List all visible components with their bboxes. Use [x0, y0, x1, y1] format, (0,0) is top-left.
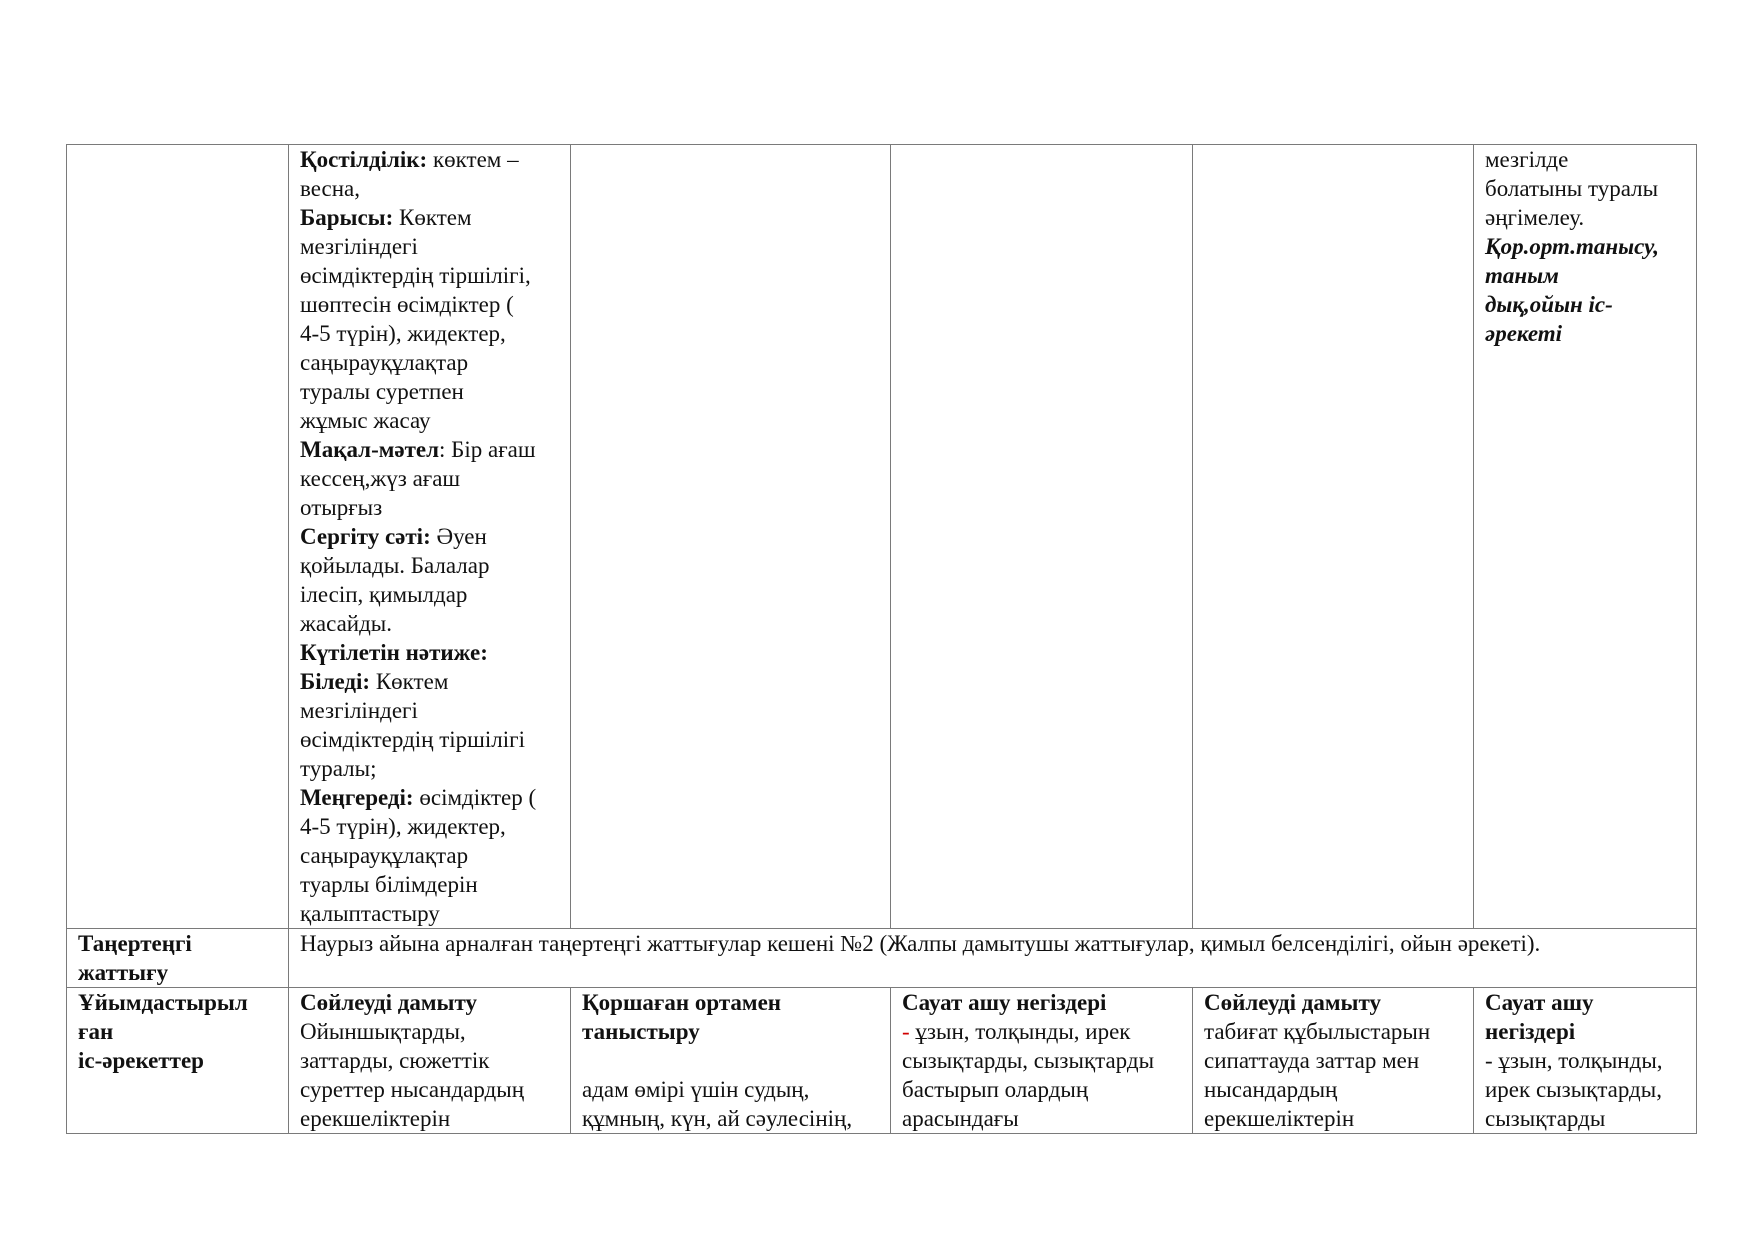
- line-text: саңырауқұлақтар: [300, 350, 469, 375]
- row-label-cell: [67, 988, 289, 1134]
- line-text: әңгімелеу.: [1485, 205, 1585, 230]
- cell-text-line: [300, 725, 560, 754]
- row-label-cell: [67, 929, 289, 988]
- line-text: мезгілде: [1485, 147, 1569, 172]
- bold-term: Мақал-мәтел: [300, 437, 440, 462]
- cell-text-line: [300, 145, 560, 174]
- line-text: Көктем: [393, 205, 472, 230]
- activity-description-cell: [289, 145, 571, 929]
- bold-term: Сергіту сәті:: [300, 524, 431, 549]
- cell-text-line: [902, 1046, 1182, 1075]
- plan-table: [66, 144, 1697, 1134]
- cell-text-line: [300, 348, 560, 377]
- cell-text-line: [902, 1075, 1182, 1104]
- bold-term: Қоршаған ортамен: [582, 990, 782, 1015]
- line-text: 4-5 түрін), жидектер,: [300, 814, 506, 839]
- table-row-activity-continuation: [67, 145, 1697, 929]
- cell-text-line: [1485, 174, 1686, 203]
- cell-text-line: [300, 899, 560, 928]
- line-text: құмның, күн, ай сәулесінің,: [582, 1106, 853, 1131]
- line-text: туралы суретпен: [300, 379, 464, 404]
- cell-text-line: [1485, 203, 1686, 232]
- cell-text-line: [582, 1046, 880, 1075]
- line-text: мезгіліндегі: [300, 698, 418, 723]
- line-text: заттарды, сюжеттік: [300, 1048, 490, 1073]
- line-text: болатыны туралы: [1485, 176, 1659, 201]
- line-text: ілесіп, қимылдар: [300, 582, 468, 607]
- line-text: табиғат құбылыстарын: [1204, 1019, 1431, 1044]
- line-text: қойылады. Балалар: [300, 553, 490, 578]
- literacy-cell: [891, 988, 1193, 1134]
- line-text: арасындағы: [902, 1106, 1019, 1131]
- line-text: мезгіліндегі: [300, 234, 418, 259]
- bold-term: Барысы:: [300, 205, 394, 230]
- cell-text-line: [300, 232, 560, 261]
- cell-text-line: [300, 812, 560, 841]
- line-text: қалыптастыру: [300, 901, 440, 926]
- line-text: өсімдіктердің тіршілігі,: [300, 263, 531, 288]
- cell-text-line: [300, 1046, 560, 1075]
- line-text: шөптесін өсімдіктер (: [300, 292, 514, 317]
- cell-text-line: [78, 1046, 278, 1075]
- line-text: көктем –: [427, 147, 519, 172]
- cell-text-line: [300, 522, 560, 551]
- cell-text-line: [1204, 1075, 1463, 1104]
- cell-text-line: [902, 1104, 1182, 1133]
- bold-italic-text: таным: [1485, 263, 1559, 288]
- cell-text-line: [582, 988, 880, 1017]
- line-text: өсімдіктер (: [413, 785, 537, 810]
- cell-text-line: [300, 319, 560, 348]
- cell-text-line: [300, 1075, 560, 1104]
- empty-cell: [571, 145, 891, 929]
- bold-term: Меңгереді:: [300, 785, 414, 810]
- cell-text-line: [1485, 319, 1686, 348]
- cell-text-line: [902, 988, 1182, 1017]
- line-text: Ұйымдастырыл: [78, 990, 248, 1015]
- cell-text-line: [1485, 988, 1686, 1017]
- line-text: весна,: [300, 176, 360, 201]
- empty-cell: [1193, 145, 1474, 929]
- line-text: [488, 640, 494, 665]
- cell-text-line: [1204, 988, 1463, 1017]
- cell-text-line: [300, 290, 560, 319]
- morning-exercise-text: Наурыз айына арналған таңертеңгі жаттығулар кешені №2 (Жалпы дамытушы жаттығулар, қимыл белсенділігі, ойын әрекеті).: [300, 931, 1541, 956]
- line-text: жұмыс жасау: [300, 408, 431, 433]
- line-text: Әуен: [430, 524, 487, 549]
- cell-text-line: [300, 841, 560, 870]
- line-text: [582, 1048, 588, 1073]
- bold-term: Сөйлеуді дамыту: [300, 990, 477, 1015]
- line-text: ған: [78, 1019, 114, 1044]
- cell-text-line: [300, 870, 560, 899]
- cell-text-line: [1485, 232, 1686, 261]
- red-dash: -: [902, 1019, 910, 1044]
- cell-text-line: [1485, 145, 1686, 174]
- cell-text-line: [300, 1017, 560, 1046]
- cell-text-line: [78, 1017, 278, 1046]
- cell-text-line: [582, 1017, 880, 1046]
- bold-term: таныстыру: [582, 1019, 700, 1044]
- line-text: кессең,жүз ағаш: [300, 466, 461, 491]
- line-text: сызықтарды: [1485, 1106, 1606, 1131]
- bold-term: Біледі:: [300, 669, 371, 694]
- cell-text-line: [300, 435, 560, 464]
- line-text: 4-5 түрін), жидектер,: [300, 321, 506, 346]
- cell-text-line: [902, 1017, 1182, 1046]
- cell-text-line: [300, 988, 560, 1017]
- cell-text-line: [1485, 261, 1686, 290]
- bold-italic-text: әрекеті: [1485, 321, 1563, 346]
- empty-cell: [891, 145, 1193, 929]
- line-text: сызықтарды, сызықтарды: [902, 1048, 1155, 1073]
- bold-term: Күтілетін нәтиже:: [300, 640, 488, 665]
- line-text: жаттығу: [78, 960, 169, 985]
- cell-text-line: [300, 261, 560, 290]
- line-text: туралы;: [300, 756, 377, 781]
- line-text: ұзын, толқынды, ирек: [909, 1019, 1131, 1044]
- cell-text-line: [300, 203, 560, 232]
- cell-text-line: [300, 754, 560, 783]
- literacy-cell: [1474, 988, 1697, 1134]
- cell-text-line: [300, 667, 560, 696]
- line-text: - ұзын, толқынды,: [1485, 1048, 1663, 1073]
- cell-text-line: [300, 580, 560, 609]
- bold-italic-text: дық,ойын іс-: [1485, 292, 1613, 317]
- cell-text-line: [78, 988, 278, 1017]
- line-text: Таңертеңгі: [78, 931, 192, 956]
- line-text: : Бір ағаш: [439, 437, 536, 462]
- line-text: адам өмірі үшін судың,: [582, 1077, 810, 1102]
- cell-text-line: [300, 493, 560, 522]
- speech-development-cell: [1193, 988, 1474, 1134]
- line-text: бастырып олардың: [902, 1077, 1089, 1102]
- row-label-cell: [67, 145, 289, 929]
- morning-exercise-cell: [289, 929, 1697, 988]
- cell-text-line: [300, 377, 560, 406]
- line-text: суреттер нысандардың: [300, 1077, 525, 1102]
- speech-development-cell: [289, 988, 571, 1134]
- cell-text-line: [1204, 1046, 1463, 1075]
- line-text: ерекшеліктерін: [300, 1106, 451, 1131]
- cell-text-line: [300, 406, 560, 435]
- cell-text-line: [1485, 1075, 1686, 1104]
- cell-text-line: [582, 1104, 880, 1133]
- line-text: ирек сызықтарды,: [1485, 1077, 1662, 1102]
- cell-text-line: [300, 464, 560, 493]
- cell-text-line: [300, 696, 560, 725]
- cell-text-line: [78, 958, 278, 987]
- bold-term: Сауат ашу негіздері: [902, 990, 1107, 1015]
- line-text: жасайды.: [300, 611, 393, 636]
- cell-text-line: [78, 929, 278, 958]
- cell-text-line: [300, 638, 560, 667]
- cell-text-line: [1485, 1104, 1686, 1133]
- cell-text-line: [582, 1075, 880, 1104]
- cell-text-line: [300, 609, 560, 638]
- line-text: Ойыншықтарды,: [300, 1019, 466, 1044]
- line-text: нысандардың: [1204, 1077, 1338, 1102]
- bold-term: Қостілділік:: [300, 147, 428, 172]
- line-text: саңырауқұлақтар: [300, 843, 469, 868]
- activity-notes-cell: [1474, 145, 1697, 929]
- cell-text-line: [1485, 1017, 1686, 1046]
- bold-term: негіздері: [1485, 1019, 1576, 1044]
- bold-italic-text: Қор.орт.танысу,: [1485, 234, 1659, 259]
- bold-term: Сөйлеуді дамыту: [1204, 990, 1381, 1015]
- line-text: туарлы білімдерін: [300, 872, 478, 897]
- cell-text-line: [300, 551, 560, 580]
- cell-text-line: [1204, 1104, 1463, 1133]
- cell-text-line: [1485, 1046, 1686, 1075]
- line-text: сипаттауда заттар мен: [1204, 1048, 1420, 1073]
- bold-term: Сауат ашу: [1485, 990, 1594, 1015]
- table-row-organized-activities: [67, 988, 1697, 1134]
- line-text: өсімдіктердің тіршілігі: [300, 727, 525, 752]
- cell-text-line: [300, 174, 560, 203]
- table-row-morning-exercise: [67, 929, 1697, 988]
- line-text: іс-әрекеттер: [78, 1048, 204, 1073]
- line-text: отырғыз: [300, 495, 383, 520]
- line-text: ерекшеліктерін: [1204, 1106, 1355, 1131]
- cell-text-line: [300, 1104, 560, 1133]
- cell-text-line: [1204, 1017, 1463, 1046]
- line-text: Көктем: [370, 669, 449, 694]
- cell-text-line: [300, 783, 560, 812]
- environment-cell: [571, 988, 891, 1134]
- cell-text-line: [1485, 290, 1686, 319]
